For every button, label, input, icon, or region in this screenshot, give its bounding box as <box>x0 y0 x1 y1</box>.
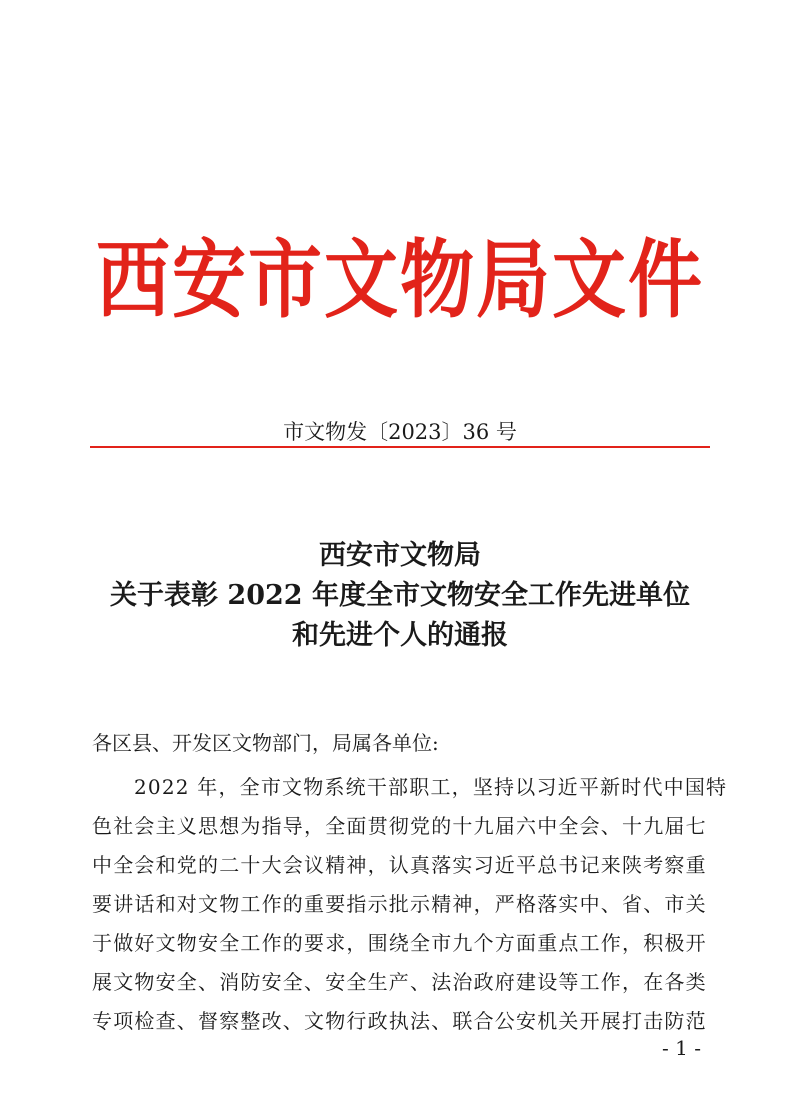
body-line-3: 中全会和党的二十大会议精神，认真落实习近平总书记来陕考察重 <box>92 853 707 877</box>
document-header-title: 西安市文物局文件 <box>96 231 704 330</box>
red-divider-line <box>90 446 710 448</box>
notice-title-line-3: 和先进个人的通报 <box>292 620 508 651</box>
notice-title-line-2: 关于表彰 2022 年度全市文物安全工作先进单位 <box>110 580 690 611</box>
salutation: 各区县、开发区文物部门，局属各单位: <box>92 731 439 755</box>
body-paragraph <box>92 768 728 1041</box>
page-number: - 1 - <box>662 1036 701 1060</box>
notice-title-line-1: 西安市文物局 <box>319 540 481 571</box>
body-line-2: 色社会主义思想为指导，全面贯彻党的十九届六中全会、十九届七 <box>92 814 707 838</box>
document-number: 市文物发〔2023〕36 号 <box>283 420 517 444</box>
notice-title <box>0 536 800 656</box>
body-line-7: 专项检查、督察整改、文物行政执法、联合公安机关开展打击防范 <box>92 1009 707 1033</box>
body-line-1: 2022 年，全市文物系统干部职工，坚持以习近平新时代中国特 <box>134 775 728 799</box>
body-line-5: 于做好文物安全工作的要求，围绕全市九个方面重点工作，积极开 <box>92 931 707 955</box>
body-line-4: 要讲话和对文物工作的重要指示批示精神，严格落实中、省、市关 <box>92 892 707 916</box>
body-line-6: 展文物安全、消防安全、安全生产、法治政府建设等工作，在各类 <box>92 970 707 994</box>
